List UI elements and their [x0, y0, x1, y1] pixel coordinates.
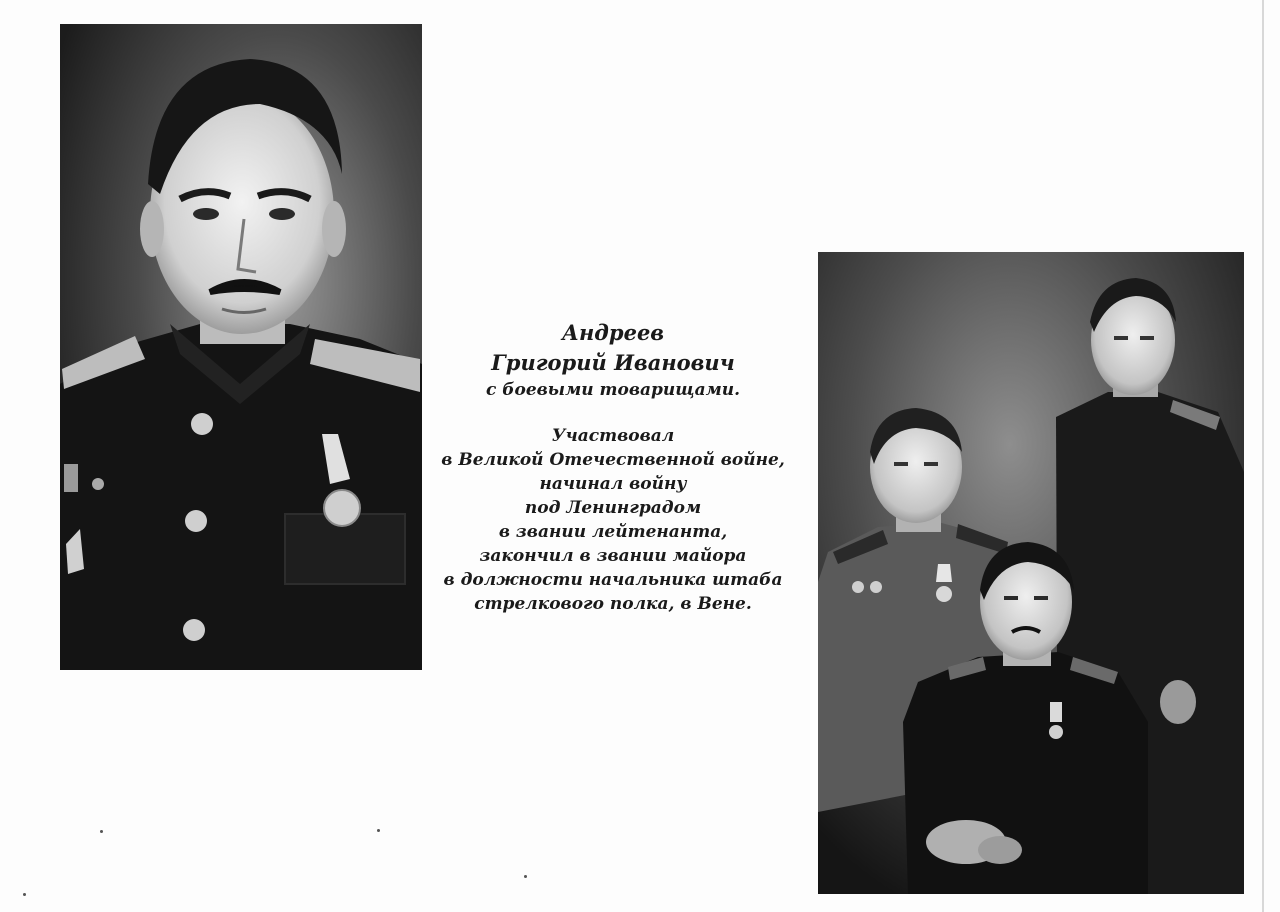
- caption-bio-line: в должности начальника штаба: [443, 570, 783, 590]
- portrait-photo: [60, 24, 422, 670]
- caption-spacer: [420, 402, 806, 424]
- scan-speck: [377, 829, 380, 832]
- caption-bio-line: в Великой Отечественной войне,: [441, 450, 785, 470]
- caption-bio-line: стрелкового полка, в Вене.: [474, 594, 752, 614]
- caption-given-names: Григорий Иванович: [491, 350, 735, 375]
- caption-surname: Андреев: [561, 320, 665, 345]
- caption-bio-line: начинал войну: [539, 474, 687, 494]
- caption-bio-line: закончил в звании майора: [479, 546, 747, 566]
- group-photo: [818, 252, 1244, 894]
- group-photo-icon: [818, 252, 1244, 894]
- portrait-photo-icon: [60, 24, 422, 670]
- scan-speck: [100, 830, 103, 833]
- caption-subtitle: с боевыми товарищами.: [485, 380, 741, 400]
- caption-bio-line: Участвовал: [551, 426, 675, 446]
- caption-bio-line: в звании лейтенанта,: [498, 522, 728, 542]
- caption-bio-line: под Ленинградом: [524, 498, 702, 518]
- scan-speck: [524, 875, 527, 878]
- photo-caption: [420, 318, 806, 616]
- page-edge-divider: [1262, 0, 1264, 912]
- scan-speck: [23, 893, 26, 896]
